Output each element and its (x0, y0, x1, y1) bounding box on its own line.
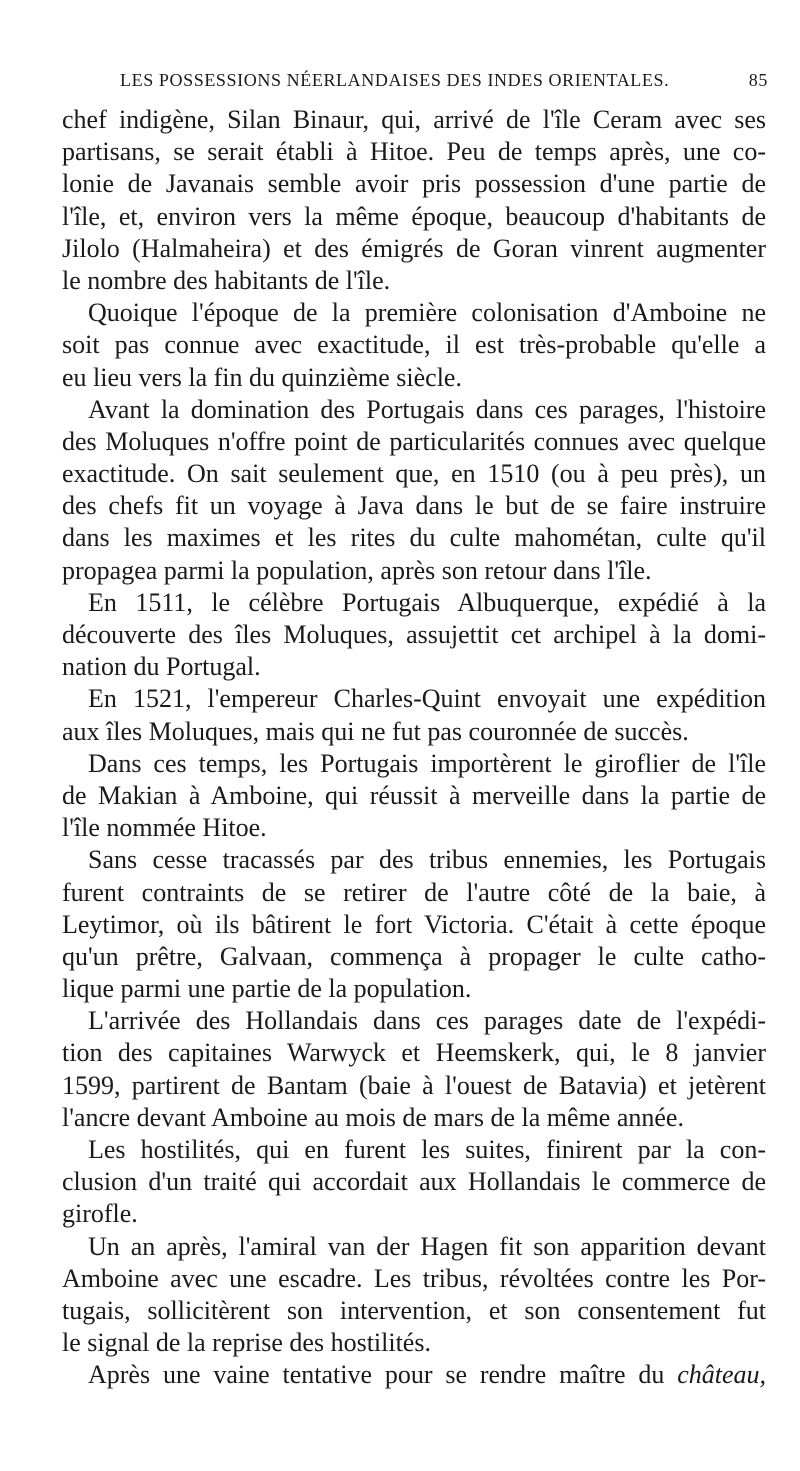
text-line (62, 233, 766, 265)
text-line (62, 812, 766, 844)
text-line-content: Après une vaine tentative pour se rendre maître du (88, 1360, 665, 1390)
text-line (62, 1070, 766, 1102)
text-line-content: eu lieu vers la fin du quinzième siècle. (62, 362, 462, 392)
text-line (62, 1037, 766, 1069)
text-line-content: Jilolo (Halmaheira) et des émigrés de Goran vinrent augmenter (62, 233, 766, 263)
page-number: 85 (748, 70, 768, 90)
text-line-content: nation du Portugal. (62, 652, 261, 682)
text-line-content: chef indigène, Silan Binaur, qui, arrivé de l'île Ceram avec ses (62, 105, 766, 134)
text-line-content: furent contraints de se retirer de l'autre côté de la baie, à (62, 877, 766, 907)
text-line (62, 490, 766, 522)
text-line (62, 104, 766, 136)
text-line (62, 1166, 766, 1198)
text-line-content: Avant la domination des Portugais dans ces parages, l'histoire (88, 394, 766, 424)
text-line (62, 362, 766, 394)
text-line-content: des chefs fit un voyage à Java dans le but de se faire instruire (62, 491, 766, 521)
text-line (62, 1231, 766, 1263)
text-line-content: soit pas connue avec exactitude, il est très-probable qu'elle a (62, 330, 766, 360)
text-line (62, 716, 766, 748)
text-line-content: girofle. (62, 1199, 138, 1229)
text-line-content: découverte des îles Moluques, assujettit cet archipel à la domi- (62, 620, 766, 649)
text-line-content: tugais, sollicitèrent son intervention, et son consentement fut (62, 1295, 766, 1325)
text-line (62, 1134, 766, 1166)
text-line (62, 201, 766, 233)
text-line (62, 587, 766, 619)
text-line (62, 941, 766, 973)
text-line-content: le nombre des habitants de l'île. (62, 265, 391, 295)
text-line (62, 1359, 766, 1391)
text-line-italic: château, (677, 1360, 766, 1390)
text-line-content: Sans cesse tracassés par des tribus ennemies, les Portugais (88, 845, 766, 875)
text-line-content: L'arrivée des Hollandais dans ces parages date de l'expédi- (88, 1006, 766, 1036)
text-line (62, 1327, 766, 1359)
text-line-content: des Moluques n'offre point de particularités connues avec quelque (62, 426, 766, 456)
text-line (62, 1295, 766, 1327)
text-line (62, 619, 766, 651)
text-line-content: tion des capitaines Warwyck et Heemskerk, qui, le 8 janvier (62, 1038, 766, 1068)
running-head (62, 70, 768, 100)
text-line (62, 297, 766, 329)
text-line-content: Dans ces temps, les Portugais importèrent le giroflier de l'île (88, 748, 766, 778)
text-line-content: lique parmi une partie de la population. (62, 974, 472, 1004)
text-line-content: Amboine avec une escadre. Les tribus, révoltées contre les Por- (62, 1263, 766, 1293)
text-line (62, 1263, 766, 1295)
text-line-content: dans les maximes et les rites du culte mahométan, culte qu'il (62, 523, 766, 553)
text-line (62, 1198, 766, 1230)
text-line (62, 1005, 766, 1037)
text-line-content: l'île nommée Hitoe. (62, 813, 267, 843)
text-line-content: Quoique l'époque de la première colonisation d'Amboine ne (88, 298, 766, 328)
body-text (62, 104, 766, 1392)
text-line-content: de Makian à Amboine, qui réussit à merveille dans la partie de (62, 780, 766, 810)
text-line (62, 426, 766, 458)
text-line (62, 265, 766, 297)
text-line (62, 394, 766, 426)
text-line-content: propagea parmi la population, après son retour dans l'île. (62, 555, 652, 585)
running-head-title: LES POSSESSIONS NÉERLANDAISES DES INDES ORIENTALES. (120, 70, 670, 90)
text-line (62, 1102, 766, 1134)
text-line (62, 651, 766, 683)
text-line-content: En 1521, l'empereur Charles-Quint envoyait une expédition (88, 684, 766, 714)
text-line (62, 973, 766, 1005)
text-line-content: Leytimor, où ils bâtirent le fort Victoria. C'était à cette époque (62, 909, 766, 939)
text-line (62, 683, 766, 715)
text-line-content: partisans, se serait établi à Hitoe. Peu de temps après, une co- (62, 137, 766, 167)
text-line-content: l'île, et, environ vers la même époque, beaucoup d'habitants de (62, 201, 766, 231)
text-line-content: clusion d'un traité qui accordait aux Hollandais le commerce de (62, 1167, 766, 1197)
text-line (62, 877, 766, 909)
text-line-content: qu'un prêtre, Galvaan, commença à propager le culte catho- (62, 941, 766, 971)
text-line-content: le signal de la reprise des hostilités. (62, 1328, 431, 1358)
text-line-content: 1599, partirent de Bantam (baie à l'ouest de Batavia) et jetèrent (62, 1070, 766, 1100)
text-line (62, 168, 766, 200)
text-line-content: lonie de Javanais semble avoir pris possession d'une partie de (62, 169, 766, 199)
text-line (62, 844, 766, 876)
text-line (62, 136, 766, 168)
text-line (62, 909, 766, 941)
text-line-content: aux îles Moluques, mais qui ne fut pas couronnée de succès. (62, 716, 689, 746)
text-line-content: Les hostilités, qui en furent les suites, finirent par la con- (88, 1135, 766, 1164)
text-line (62, 555, 766, 587)
text-line (62, 329, 766, 361)
text-line (62, 458, 766, 490)
text-line-content: exactitude. On sait seulement que, en 1510 (ou à peu près), un (62, 459, 766, 489)
text-line (62, 780, 766, 812)
text-line (62, 522, 766, 554)
text-line-content: l'ancre devant Amboine au mois de mars de la même année. (62, 1102, 684, 1132)
text-line (62, 748, 766, 780)
text-line-content: Un an après, l'amiral van der Hagen fit son apparition devant (88, 1231, 766, 1261)
text-line-content: En 1511, le célèbre Portugais Albuquerque, expédié à la (88, 587, 766, 617)
